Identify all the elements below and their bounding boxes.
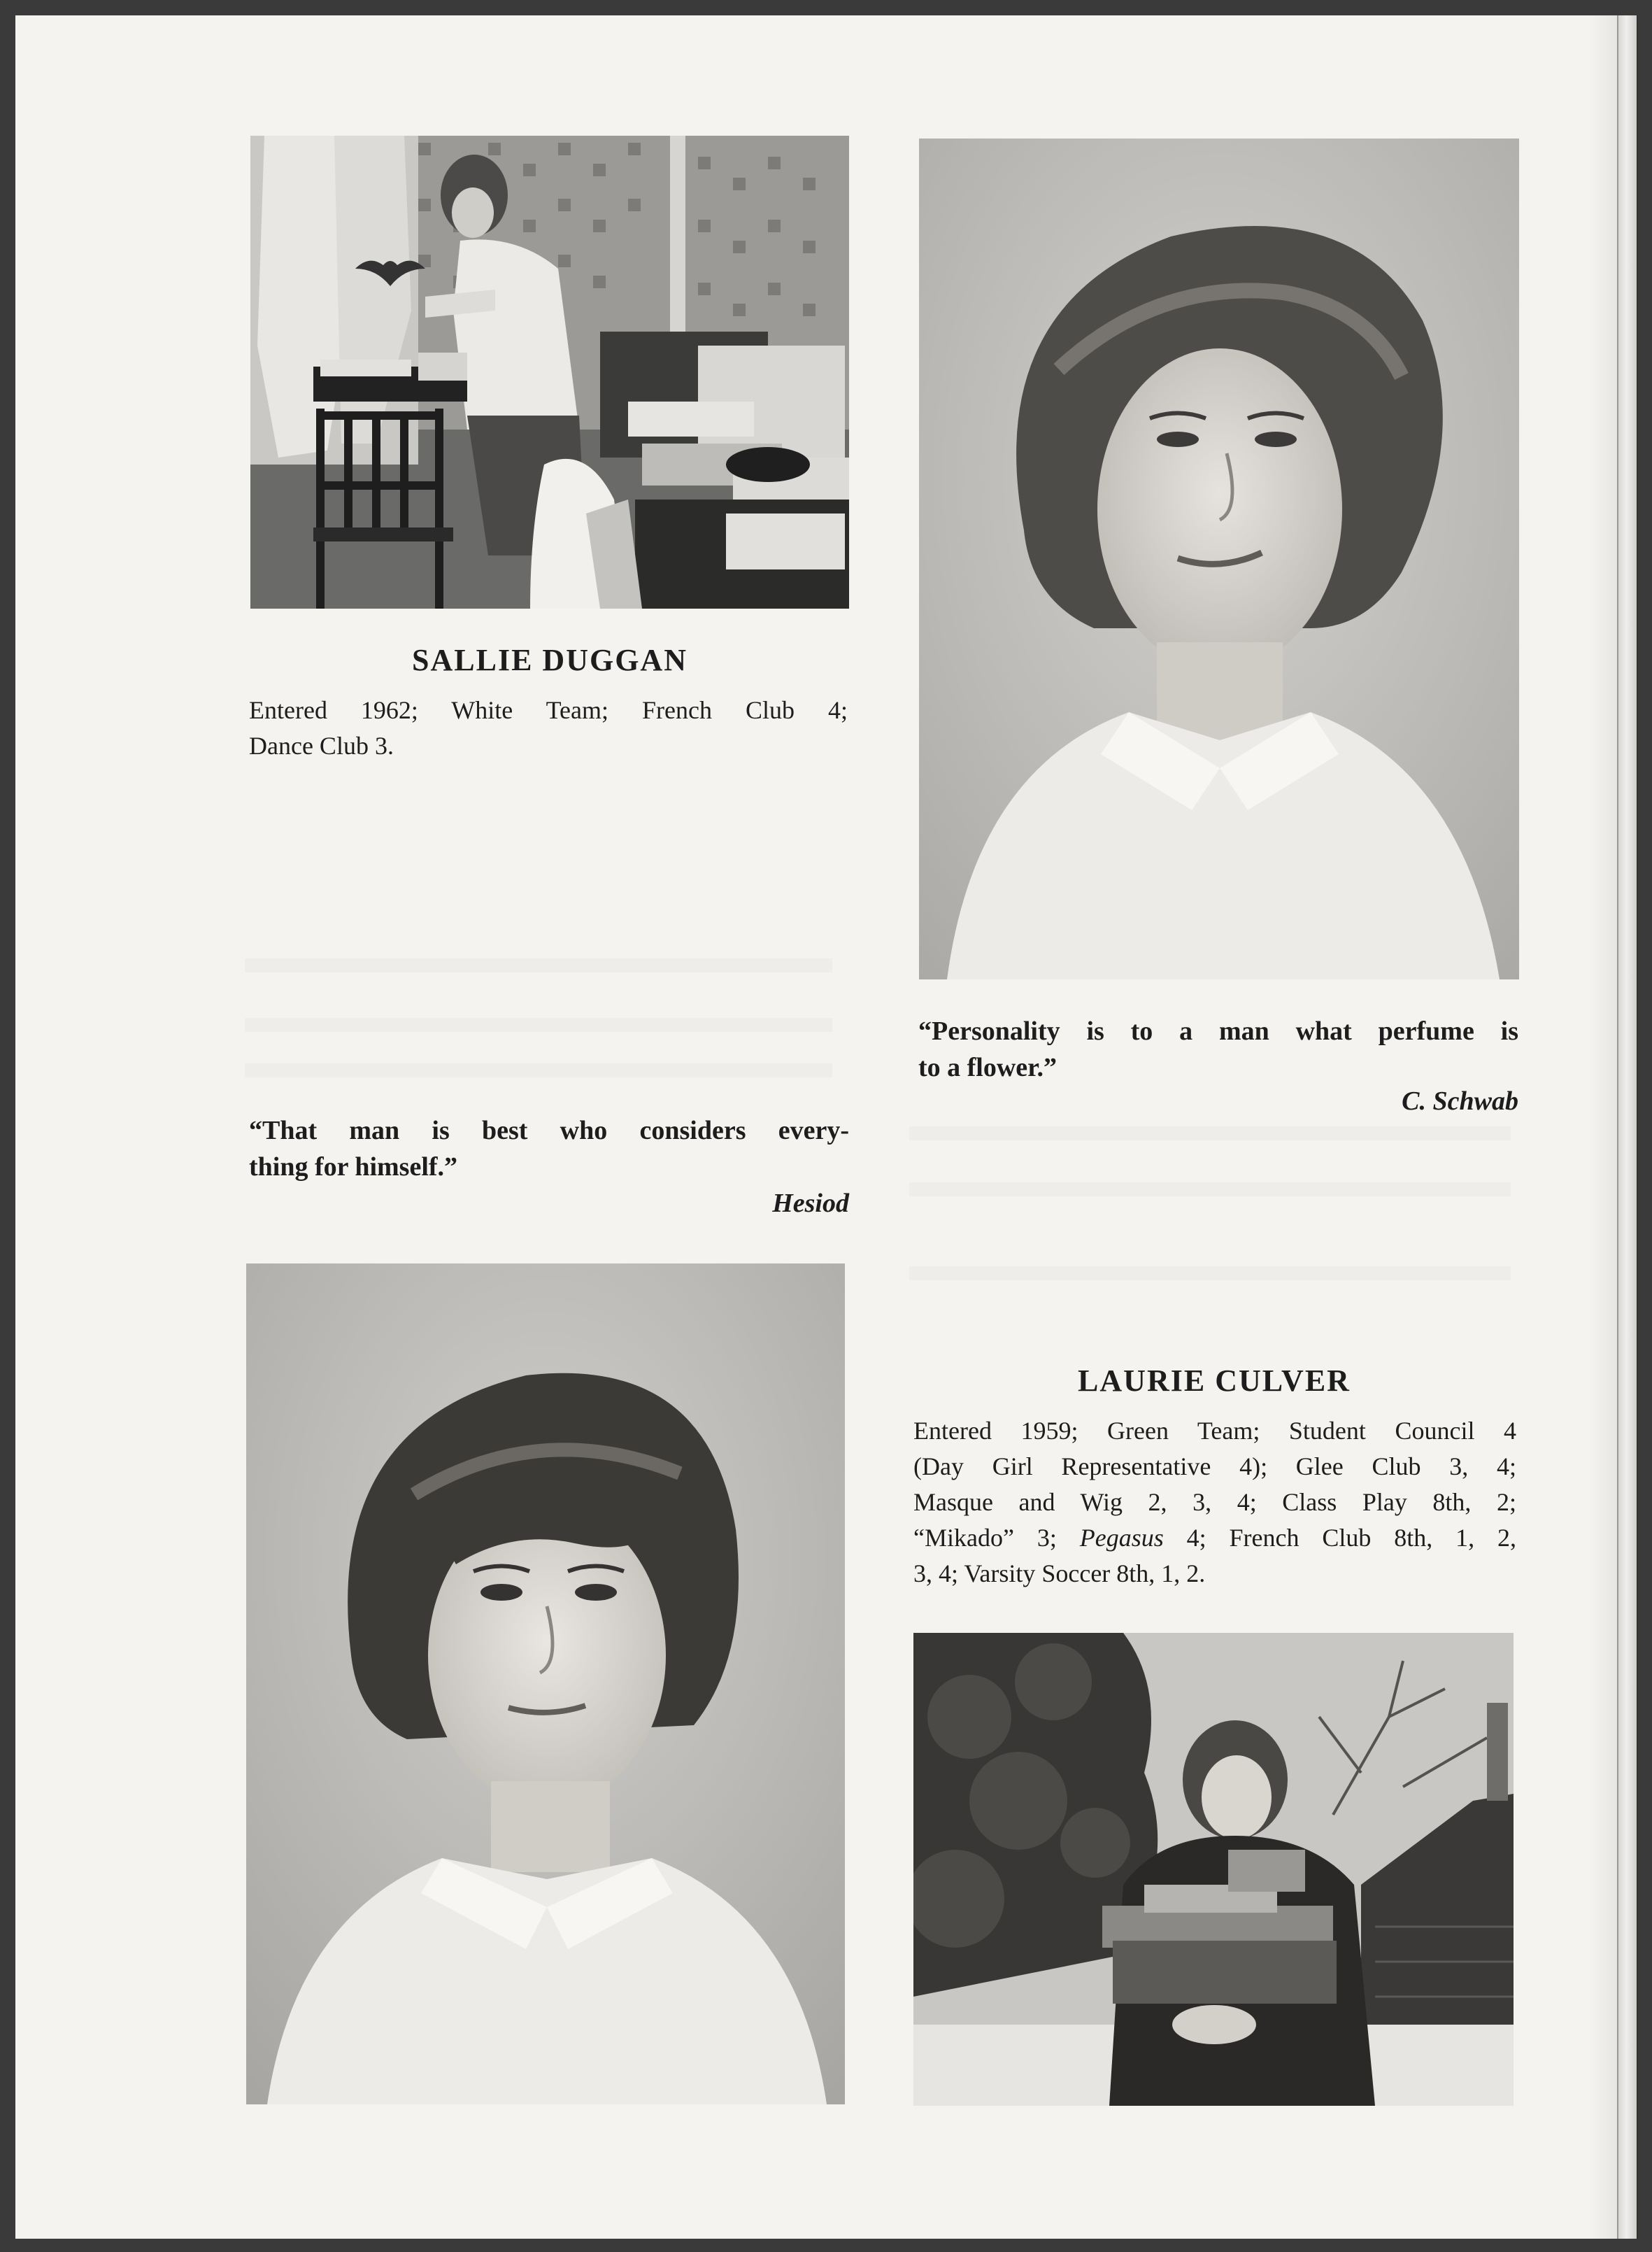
student-bio — [249, 693, 848, 764]
portrait-photo — [919, 139, 1519, 979]
bio-segment: 4; French Club 8th, 1, 2, — [1186, 1524, 1517, 1552]
show-through — [245, 958, 832, 972]
show-through — [909, 1266, 1511, 1280]
student-bio — [913, 1413, 1516, 1592]
page-binding-edge — [1617, 15, 1637, 2239]
show-through — [909, 1182, 1511, 1196]
student-name: SALLIE DUGGAN — [412, 643, 688, 677]
bio-line: Dance Club 3. — [249, 732, 394, 760]
student-quote — [249, 1112, 849, 1185]
publication-title: Pegasus — [1079, 1524, 1164, 1552]
quote-line: thing for himself.” — [249, 1152, 458, 1182]
bio-line — [913, 1520, 1516, 1556]
quote-line: to a flower.” — [918, 1053, 1058, 1082]
photo-of-student-at-desk — [250, 136, 849, 609]
show-through — [909, 1126, 1511, 1140]
bio-line: (Day Girl Representative 4); Glee Club 3, 4; — [913, 1452, 1516, 1480]
quote-author: Hesiod — [772, 1189, 849, 1218]
portrait-photo — [246, 1263, 845, 2104]
bio-line: Entered 1962; White Team; French Club 4; — [249, 696, 848, 724]
show-through — [245, 1018, 832, 1032]
show-through — [245, 1063, 832, 1077]
quote-line: “That man is best who considers every- — [249, 1116, 849, 1145]
bio-line: Masque and Wig 2, 3, 4; Class Play 8th, 2; — [913, 1488, 1516, 1516]
bio-segment: “Mikado” 3; — [913, 1524, 1057, 1552]
bio-line: 3, 4; Varsity Soccer 8th, 1, 2. — [913, 1559, 1206, 1587]
student-name: LAURIE CULVER — [1078, 1364, 1351, 1398]
photo-of-student-carrying-books — [913, 1633, 1514, 2106]
quote-line: “Personality is to a man what perfume is — [918, 1017, 1518, 1046]
bio-line: Entered 1959; Green Team; Student Council 4 — [913, 1417, 1516, 1445]
quote-author: C. Schwab — [1402, 1086, 1518, 1116]
student-quote — [918, 1013, 1518, 1086]
